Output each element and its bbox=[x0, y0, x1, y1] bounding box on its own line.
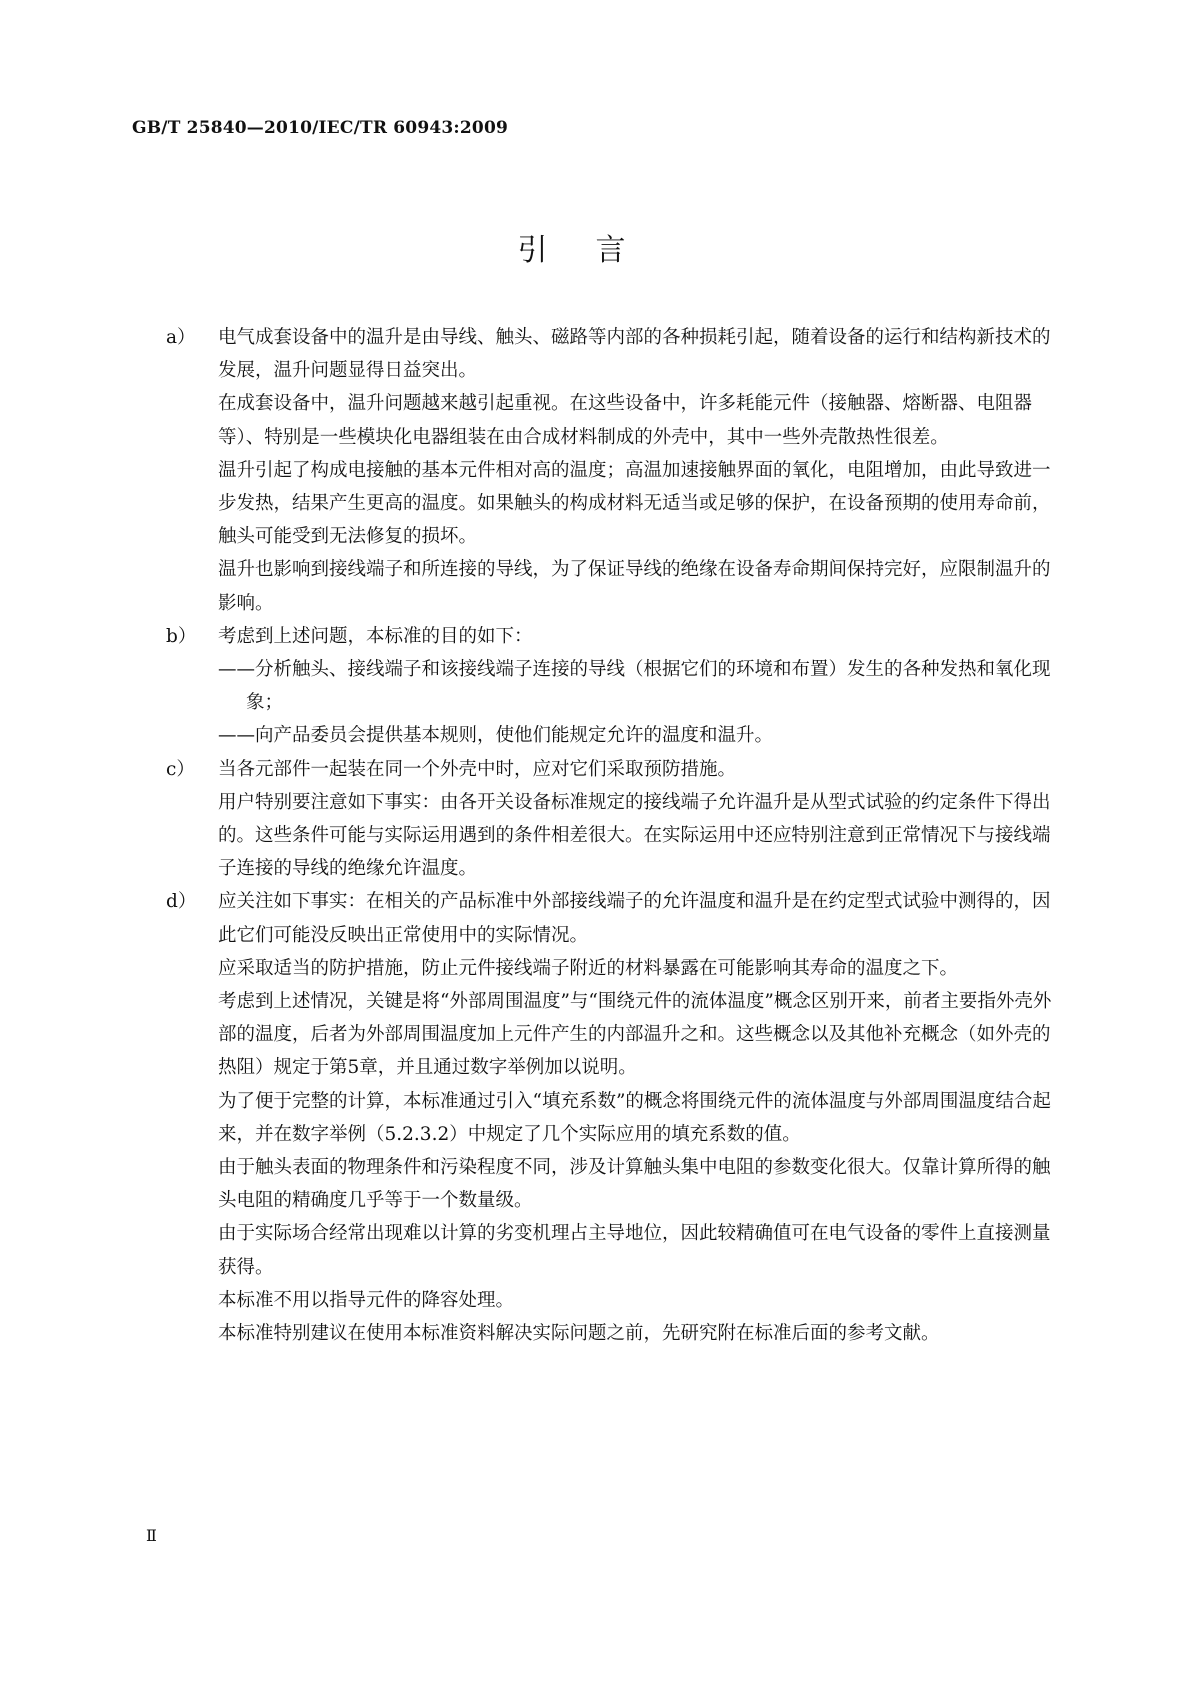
dash-item: ——向产品委员会提供基本规则，使他们能规定允许的温度和温升。 bbox=[218, 725, 774, 747]
list-marker: b） bbox=[166, 625, 197, 647]
document-header: GB/T 25840—2010/IEC/TR 60943:2009 bbox=[132, 118, 509, 138]
paragraph: 考虑到上述情况，关键是将“外部周围温度”与“围绕元件的流体温度”概念区别开来，前者主要指外壳外部的温度，后者为外部周围温度加上元件产生的内部温升之和。这些概念以及其他补充概念（如外壳的热阻）规定于第5章，并且通过数字举例加以说明。 bbox=[218, 991, 1052, 1079]
list-item-a bbox=[166, 321, 1066, 620]
paragraph: 考虑到上述问题，本标准的目的如下： bbox=[218, 625, 533, 647]
dash-item: ——分析触头、接线端子和该接线端子连接的导线（根据它们的环境和布置）发生的各种发热和氧化现象； bbox=[218, 659, 1051, 714]
paragraph: 电气成套设备中的温升是由导线、触头、磁路等内部的各种损耗引起，随着设备的运行和结构新技术的发展，温升问题显得日益突出。 bbox=[218, 327, 1051, 382]
paragraph: 由于实际场合经常出现难以计算的劣变机理占主导地位，因此较精确值可在电气设备的零件上直接测量获得。 bbox=[218, 1223, 1051, 1278]
paragraph: 由于触头表面的物理条件和污染程度不同，涉及计算触头集中电阻的参数变化很大。仅靠计算所得的触头电阻的精确度几乎等于一个数量级。 bbox=[218, 1157, 1051, 1212]
paragraph: 本标准特别建议在使用本标准资料解决实际问题之前，先研究附在标准后面的参考文献。 bbox=[218, 1323, 940, 1345]
paragraph: 本标准不用以指导元件的降容处理。 bbox=[218, 1289, 515, 1311]
page-title: 引言 bbox=[517, 233, 674, 268]
list-marker: c） bbox=[166, 758, 195, 780]
list-marker: d） bbox=[166, 891, 197, 913]
paragraph: 当各元部件一起装在同一个外壳中时，应对它们采取预防措施。 bbox=[218, 758, 737, 780]
paragraph: 在成套设备中，温升问题越来越引起重视。在这些设备中，许多耗能元件（接触器、熔断器、电阻器等）、特别是一些模块化电器组装在由合成材料制成的外壳中，其中一些外壳散热性很差。 bbox=[218, 393, 1033, 448]
list-item-c bbox=[166, 753, 1066, 886]
paragraph: 温升也影响到接线端子和所连接的导线，为了保证导线的绝缘在设备寿命期间保持完好，应限制温升的影响。 bbox=[218, 559, 1051, 614]
paragraph: 为了便于完整的计算，本标准通过引入“填充系数”的概念将围绕元件的流体温度与外部周围温度结合起来，并在数字举例（5.2.3.2）中规定了几个实际应用的填充系数的值。 bbox=[218, 1090, 1051, 1145]
paragraph: 应关注如下事实：在相关的产品标准中外部接线端子的允许温度和温升是在约定型式试验中测得的，因此它们可能没反映出正常使用中的实际情况。 bbox=[218, 891, 1051, 946]
introduction-body bbox=[166, 321, 1066, 1350]
list-marker: a） bbox=[166, 327, 196, 348]
list-item-d bbox=[166, 885, 1066, 1350]
list-item-b bbox=[166, 620, 1066, 753]
page-number: Ⅱ bbox=[146, 1526, 157, 1545]
paragraph: 用户特别要注意如下事实：由各开关设备标准规定的接线端子允许温升是从型式试验的约定条件下得出的。这些条件可能与实际运用遇到的条件相差很大。在实际运用中还应特别注意到正常情况下与接线端子连接的导线的绝缘允许温度。 bbox=[218, 791, 1051, 880]
paragraph: 应采取适当的防护措施，防止元件接线端子附近的材料暴露在可能影响其寿命的温度之下。 bbox=[218, 957, 959, 979]
paragraph: 温升引起了构成电接触的基本元件相对高的温度；高温加速接触界面的氧化，电阻增加，由此导致进一步发热，结果产生更高的温度。如果触头的构成材料无适当或足够的保护，在设备预期的使用寿命前，触头可能受到无法修复的损坏。 bbox=[218, 459, 1051, 548]
